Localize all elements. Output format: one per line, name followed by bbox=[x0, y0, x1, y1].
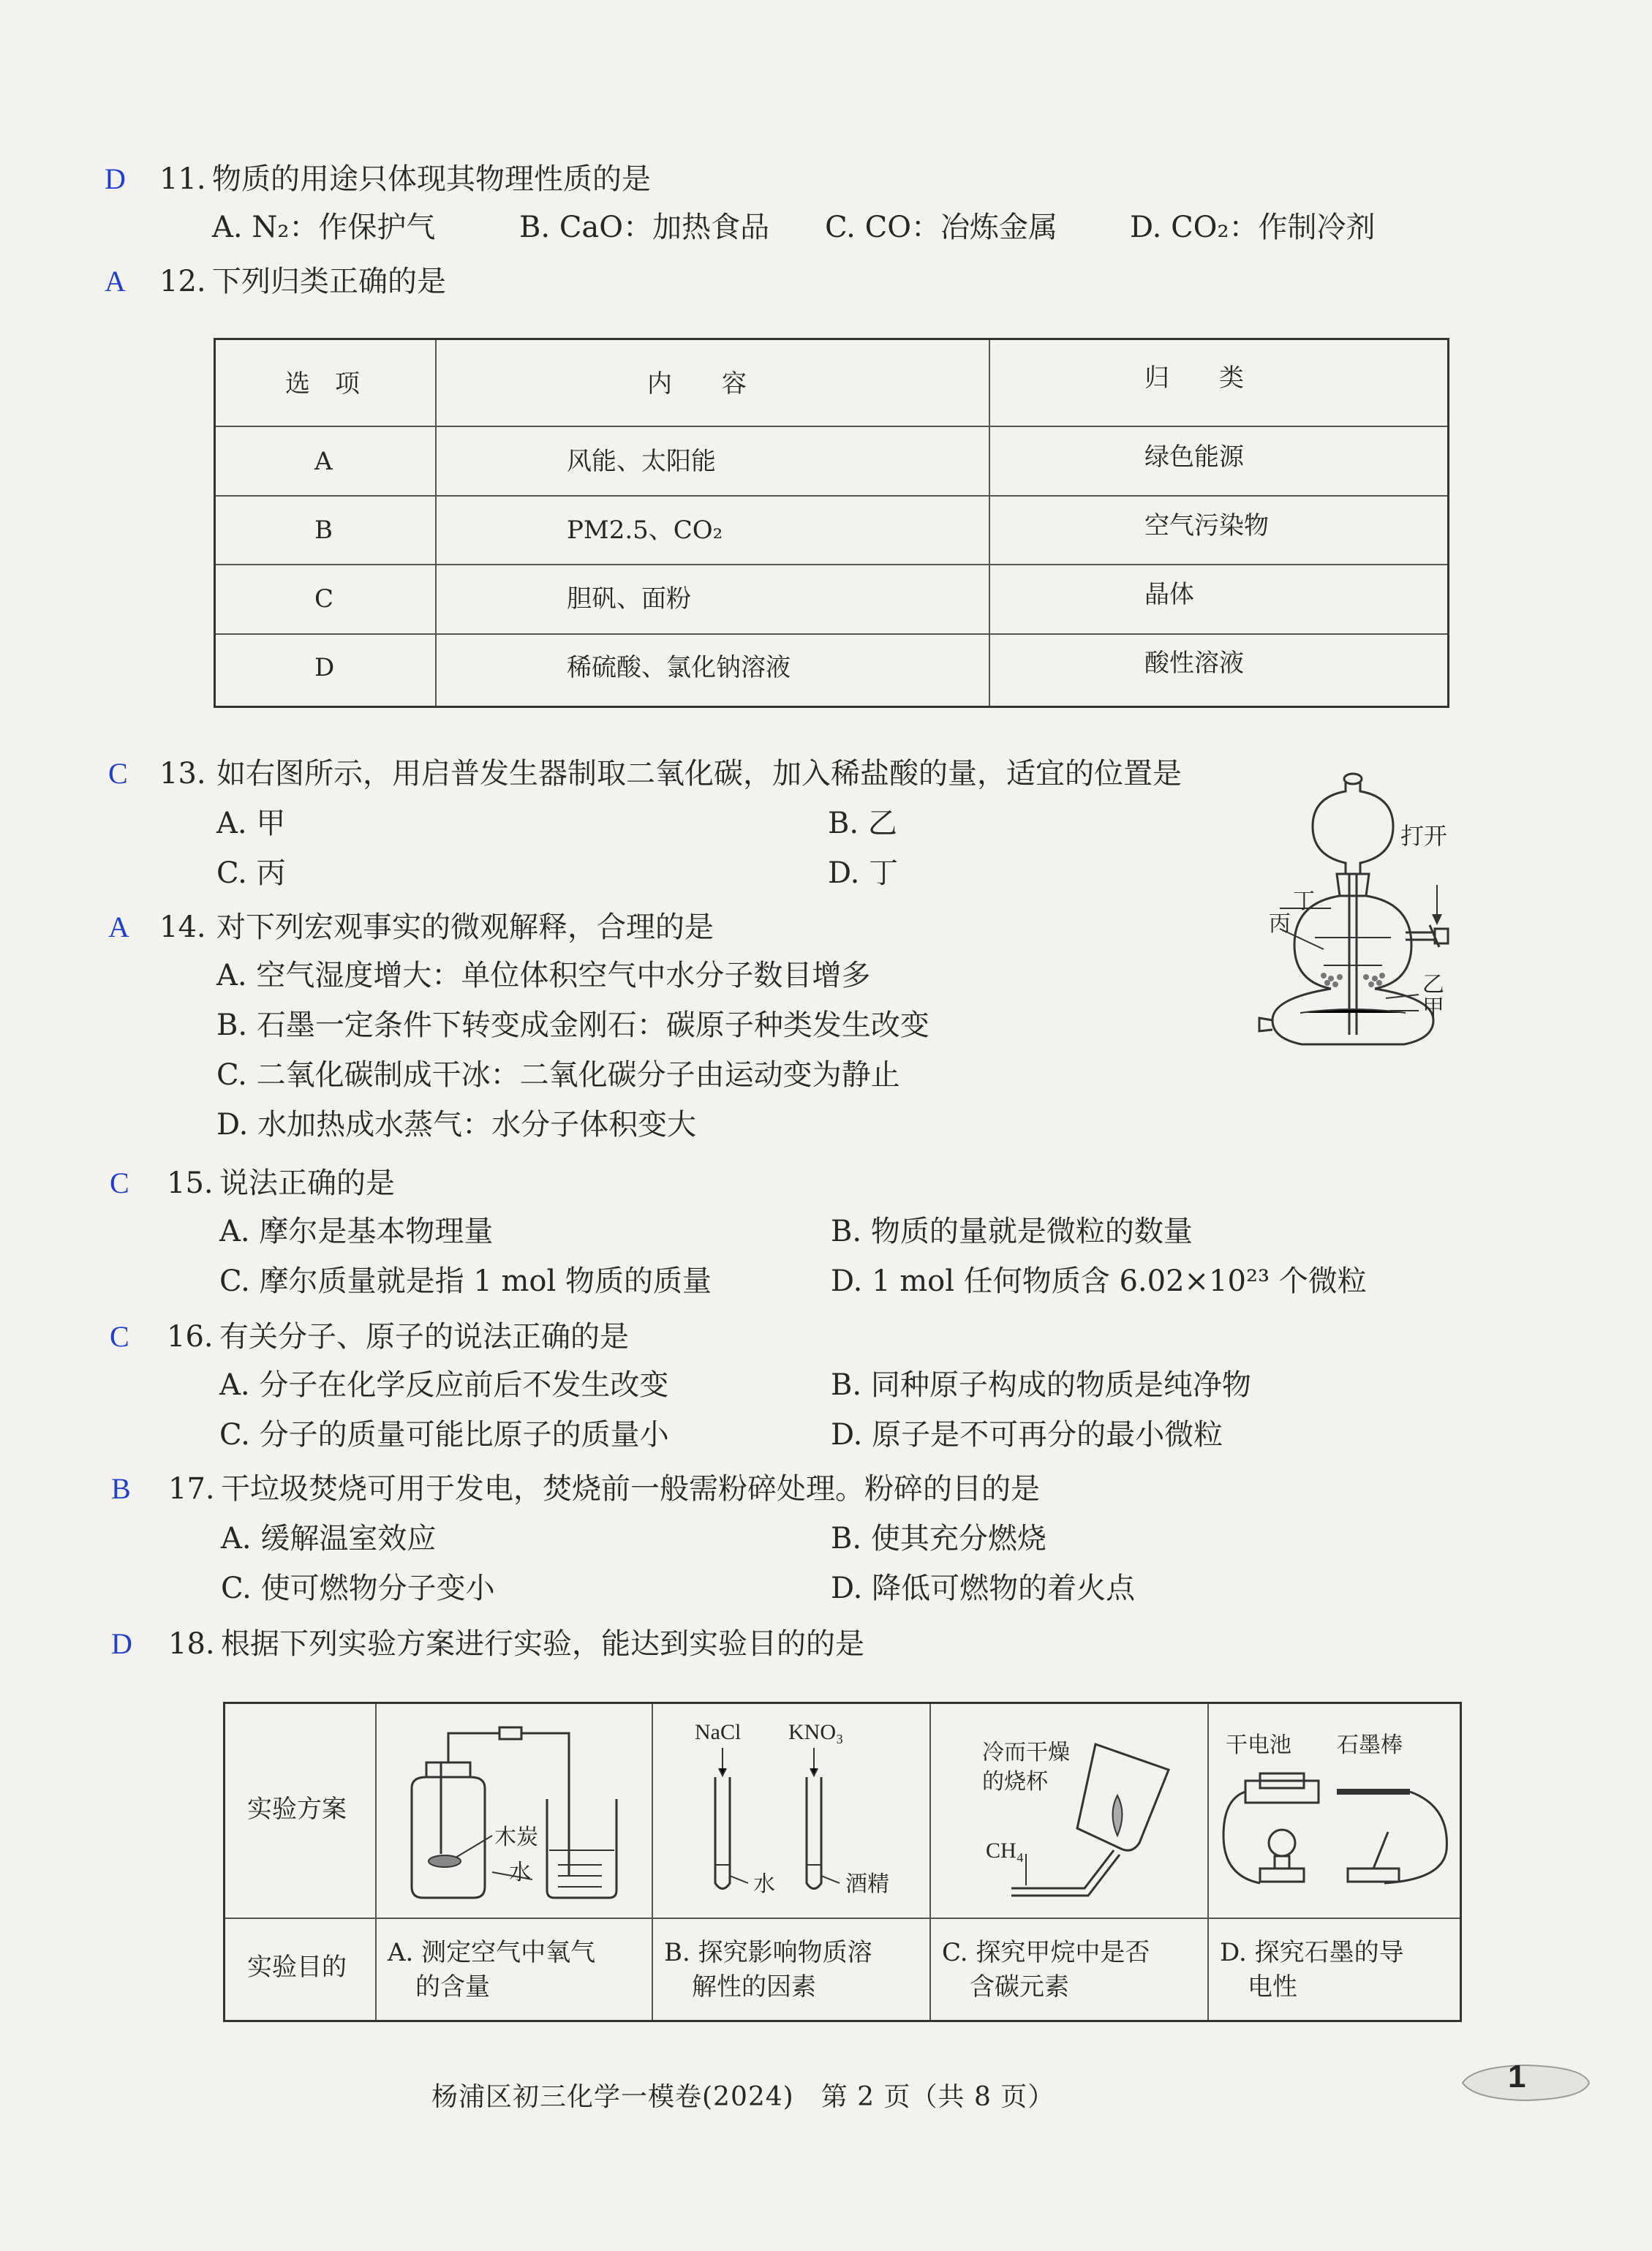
question-number-16: 16. bbox=[167, 1320, 214, 1354]
label-beaker-1: 冷而干燥 bbox=[982, 1740, 1070, 1765]
q15-option-c: C. 摩尔质量就是指 1 mol 物质的质量 bbox=[219, 1264, 712, 1298]
label-battery: 干电池 bbox=[1226, 1732, 1291, 1758]
answer-mark-14: A bbox=[108, 910, 129, 943]
q16-option-d: D. 原子是不可再分的最小微粒 bbox=[831, 1418, 1223, 1452]
label-alcohol: 酒精 bbox=[845, 1871, 889, 1897]
label-water-b: 水 bbox=[753, 1871, 775, 1897]
q11-option-c: C. CO：冶炼金属 bbox=[825, 211, 1058, 244]
question-stem-16: 有关分子、原子的说法正确的是 bbox=[219, 1320, 629, 1354]
purpose-a-line2: 的含量 bbox=[415, 1972, 490, 2002]
row-label-plan: 实验方案 bbox=[247, 1795, 347, 1824]
q17-option-b: B. 使其充分燃烧 bbox=[831, 1522, 1046, 1556]
table-cell: 胆矾、面粉 bbox=[567, 584, 691, 614]
q13-option-c: C. 丙 bbox=[216, 856, 286, 890]
purpose-c-line1: C. 探究甲烷中是否 bbox=[942, 1938, 1150, 1967]
table-cell: 酸性溶液 bbox=[1144, 649, 1244, 678]
question-number-12: 12. bbox=[159, 265, 206, 298]
row-label-purpose: 实验目的 bbox=[247, 1953, 347, 1982]
label-nacl: NaCl bbox=[695, 1720, 742, 1744]
q14-option-c: C. 二氧化碳制成干冰：二氧化碳分子由运动变为静止 bbox=[216, 1058, 900, 1092]
table-cell: 稀硫酸、氯化钠溶液 bbox=[567, 653, 791, 682]
figure-label-yi: 乙 bbox=[1422, 972, 1444, 998]
question-stem-12: 下列归类正确的是 bbox=[212, 265, 446, 298]
table-cell: PM2.5、CO₂ bbox=[567, 516, 723, 545]
q17-option-d: D. 降低可燃物的着火点 bbox=[831, 1572, 1136, 1605]
label-kno3: KNO₃ bbox=[788, 1720, 844, 1744]
purpose-a-line1: A. 测定空气中氧气 bbox=[388, 1938, 596, 1967]
experiment-table bbox=[223, 1702, 1462, 2022]
answer-mark-18: D bbox=[111, 1627, 132, 1660]
q13-option-d: D. 丁 bbox=[828, 856, 899, 890]
question-number-14: 14. bbox=[159, 910, 206, 944]
table-cell: C bbox=[314, 584, 334, 614]
page-footer: 杨浦区初三化学一模卷(2024) 第 2 页（共 8 页） bbox=[431, 2082, 1055, 2112]
q13-option-a: A. 甲 bbox=[216, 807, 286, 840]
q16-option-a: A. 分子在化学反应前后不发生改变 bbox=[219, 1368, 669, 1402]
table-header-option: 选 项 bbox=[285, 369, 360, 399]
answer-mark-13: C bbox=[108, 757, 128, 790]
q14-option-b: B. 石墨一定条件下转变成金刚石：碳原子种类发生改变 bbox=[216, 1008, 929, 1042]
table-cell: B bbox=[314, 516, 333, 545]
page-badge-number: 1 bbox=[1508, 2059, 1526, 2094]
apparatus-c-figure bbox=[938, 1719, 1209, 1909]
figure-label-open: 打开 bbox=[1400, 822, 1448, 850]
answer-mark-17: B bbox=[111, 1472, 131, 1505]
answer-mark-16: C bbox=[110, 1320, 129, 1353]
question-number-18: 18. bbox=[168, 1627, 215, 1661]
question-number-11: 11. bbox=[159, 162, 206, 196]
table-header-content: 内 容 bbox=[647, 369, 747, 399]
q14-option-a: A. 空气湿度增大：单位体积空气中水分子数目增多 bbox=[216, 959, 871, 992]
q11-option-a: A. N₂：作保护气 bbox=[212, 211, 436, 244]
label-ch4: CH₄ bbox=[986, 1839, 1025, 1863]
question-number-15: 15. bbox=[167, 1166, 214, 1200]
question-number-13: 13. bbox=[159, 757, 206, 791]
answer-mark-11: D bbox=[105, 162, 126, 195]
apparatus-b-figure bbox=[660, 1719, 931, 1909]
classification-table bbox=[214, 338, 1449, 708]
q11-option-b: B. CaO：加热食品 bbox=[519, 211, 770, 244]
figure-label-bing: 丙 bbox=[1269, 911, 1291, 937]
q16-option-c: C. 分子的质量可能比原子的质量小 bbox=[219, 1418, 669, 1452]
q16-option-b: B. 同种原子构成的物质是纯净物 bbox=[831, 1368, 1251, 1402]
question-number-17: 17. bbox=[168, 1472, 215, 1506]
q17-option-c: C. 使可燃物分子变小 bbox=[221, 1572, 495, 1605]
table-header-category: 归 类 bbox=[1144, 363, 1244, 393]
question-stem-15: 说法正确的是 bbox=[219, 1166, 395, 1200]
table-cell: 绿色能源 bbox=[1144, 442, 1244, 472]
figure-label-ding: 丁 bbox=[1293, 889, 1315, 914]
label-water-a: 水 bbox=[509, 1860, 531, 1885]
q14-option-d: D. 水加热成水蒸气：水分子体积变大 bbox=[216, 1108, 697, 1142]
purpose-c-line2: 含碳元素 bbox=[970, 1972, 1069, 2002]
figure-label-jia: 甲 bbox=[1422, 995, 1444, 1021]
q13-option-b: B. 乙 bbox=[828, 807, 897, 840]
q15-option-b: B. 物质的量就是微粒的数量 bbox=[831, 1215, 1193, 1248]
q11-option-d: D. CO₂：作制冷剂 bbox=[1130, 211, 1376, 244]
q17-option-a: A. 缓解温室效应 bbox=[221, 1522, 437, 1556]
question-stem-17: 干垃圾焚烧可用于发电，焚烧前一般需粉碎处理。粉碎的目的是 bbox=[221, 1472, 1040, 1506]
label-beaker-2: 的烧杯 bbox=[982, 1769, 1048, 1795]
question-stem-11: 物质的用途只体现其物理性质的是 bbox=[212, 162, 651, 196]
purpose-d-line1: D. 探究石墨的导 bbox=[1220, 1938, 1404, 1967]
q15-option-d: D. 1 mol 任何物质含 6.02×10²³ 个微粒 bbox=[831, 1264, 1367, 1298]
q15-option-a: A. 摩尔是基本物理量 bbox=[219, 1215, 494, 1248]
question-stem-18: 根据下列实验方案进行实验，能达到实验目的的是 bbox=[221, 1627, 864, 1661]
question-stem-14: 对下列宏观事实的微观解释，合理的是 bbox=[216, 910, 714, 944]
label-charcoal: 木炭 bbox=[494, 1825, 538, 1850]
purpose-b-line1: B. 探究影响物质溶 bbox=[664, 1938, 872, 1967]
purpose-b-line2: 解性的因素 bbox=[692, 1972, 816, 2002]
question-stem-13: 如右图所示，用启普发生器制取二氧化碳，加入稀盐酸的量，适宜的位置是 bbox=[216, 757, 1182, 791]
table-cell: D bbox=[314, 653, 335, 682]
label-graphite: 石墨棒 bbox=[1337, 1732, 1403, 1758]
table-cell: A bbox=[314, 447, 333, 476]
table-cell: 风能、太阳能 bbox=[567, 447, 716, 476]
purpose-d-line2: 电性 bbox=[1248, 1972, 1297, 2002]
table-cell: 空气污染物 bbox=[1144, 511, 1269, 540]
answer-mark-12: A bbox=[105, 265, 126, 298]
table-cell: 晶体 bbox=[1144, 580, 1194, 609]
answer-mark-15: C bbox=[110, 1166, 129, 1199]
